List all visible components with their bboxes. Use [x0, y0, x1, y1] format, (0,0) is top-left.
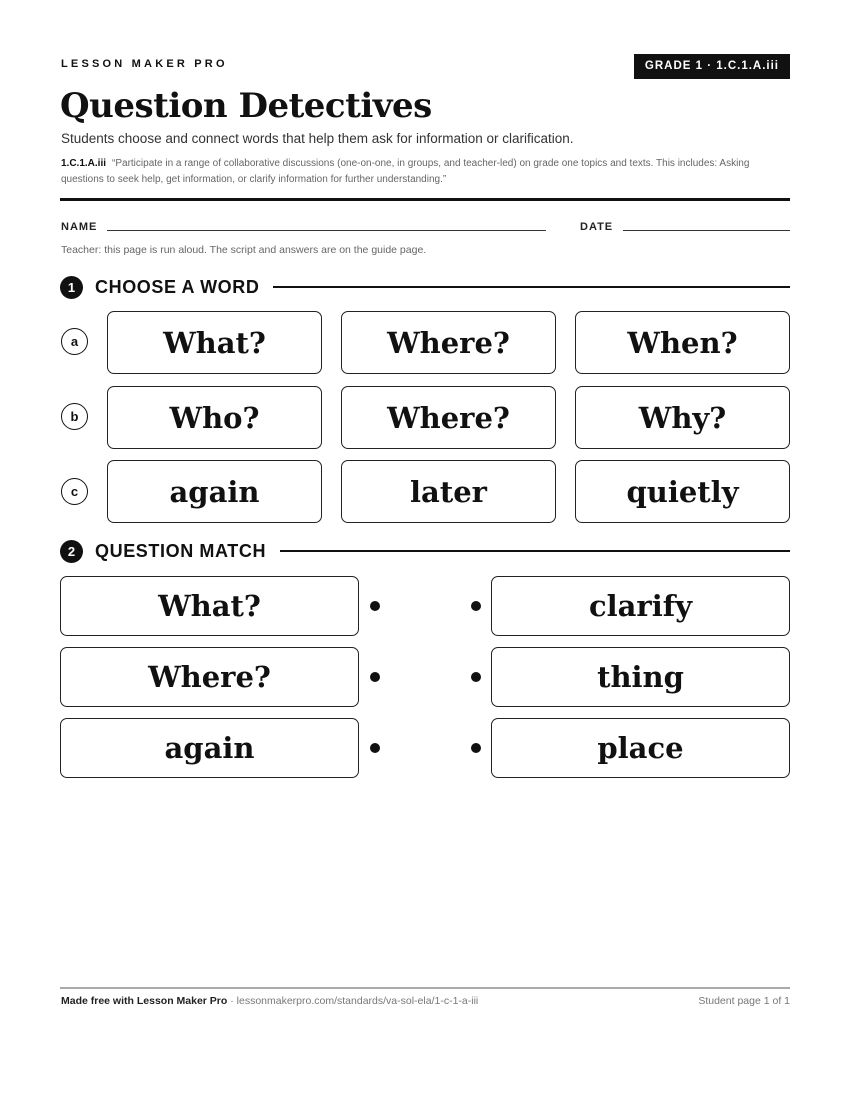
section-number: 2: [60, 540, 83, 563]
footer-divider: [60, 987, 790, 989]
match-left-dot[interactable]: [370, 672, 380, 682]
footer-credit: [61, 995, 478, 1007]
word-card[interactable]: quietly: [575, 460, 790, 523]
match-left-card[interactable]: What?: [60, 576, 359, 636]
footer-made-with: Made free with Lesson Maker Pro: [61, 995, 228, 1007]
date-label: DATE: [580, 221, 614, 233]
brand-name: LESSON MAKER PRO: [61, 58, 228, 70]
match-left-dot[interactable]: [370, 601, 380, 611]
name-field[interactable]: [107, 230, 546, 231]
section-title: QUESTION MATCH: [95, 540, 267, 561]
word-card[interactable]: Where?: [341, 311, 556, 374]
match-left-dot[interactable]: [370, 743, 380, 753]
page-title: Question Detectives: [60, 86, 432, 126]
name-label: NAME: [61, 221, 98, 233]
footer-url[interactable]: · lessonmakerpro.com/standards/va-sol-ela/1-c-1-a-iii: [230, 995, 479, 1007]
match-right-card[interactable]: clarify: [491, 576, 790, 636]
match-left-card[interactable]: again: [60, 718, 359, 778]
section-question-match: [60, 540, 790, 562]
row-letter-b: b: [61, 403, 88, 430]
word-card[interactable]: again: [107, 460, 322, 523]
standard-text: “Participate in a range of collaborative discussions (one-on-one, in groups, and teacher-led) on grade one topics and texts. This includes: Asking questions to seek help, get information, or clarify information for further understanding.”: [61, 158, 750, 185]
section-choose-a-word: [60, 276, 790, 298]
section-title: CHOOSE A WORD: [95, 276, 260, 297]
grade-badge: GRADE 1 · 1.C.1.A.iii: [634, 54, 790, 79]
match-right-dot[interactable]: [471, 672, 481, 682]
header-divider: [60, 198, 790, 201]
teacher-note: Teacher: this page is run aloud. The script and answers are on the guide page.: [61, 244, 427, 256]
word-card[interactable]: What?: [107, 311, 322, 374]
standard-description: [61, 156, 781, 188]
match-right-card[interactable]: thing: [491, 647, 790, 707]
match-right-dot[interactable]: [471, 743, 481, 753]
footer-page-number: Student page 1 of 1: [698, 995, 790, 1007]
row-letter-a: a: [61, 328, 88, 355]
word-card[interactable]: Where?: [341, 386, 556, 449]
word-card[interactable]: Who?: [107, 386, 322, 449]
section-divider: [280, 550, 790, 552]
match-right-dot[interactable]: [471, 601, 481, 611]
match-left-card[interactable]: Where?: [60, 647, 359, 707]
word-card[interactable]: Why?: [575, 386, 790, 449]
date-field[interactable]: [623, 230, 790, 231]
page-subtitle: Students choose and connect words that help them ask for information or clarification.: [61, 131, 574, 146]
match-right-card[interactable]: place: [491, 718, 790, 778]
section-number: 1: [60, 276, 83, 299]
standard-code: 1.C.1.A.iii: [61, 158, 107, 169]
row-letter-c: c: [61, 478, 88, 505]
word-card[interactable]: later: [341, 460, 556, 523]
section-divider: [273, 286, 790, 288]
word-card[interactable]: When?: [575, 311, 790, 374]
